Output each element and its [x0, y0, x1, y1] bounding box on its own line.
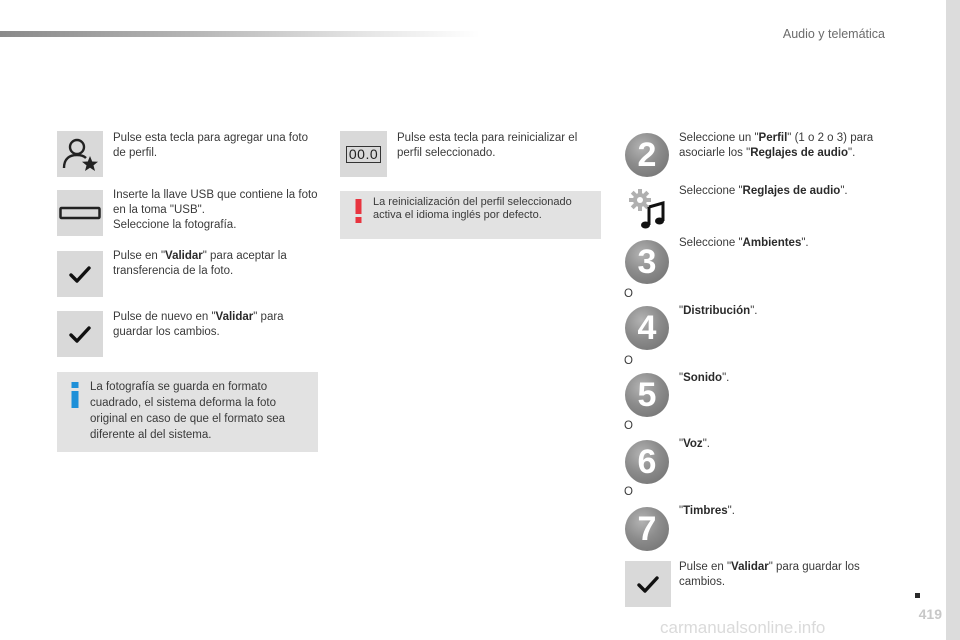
validate-key-1[interactable]	[57, 251, 103, 297]
page-number: 419	[918, 606, 942, 622]
page-edge-strip	[946, 0, 960, 640]
or-separator: O	[624, 420, 633, 432]
text-part: "	[679, 305, 684, 317]
step-number-6: 6	[625, 440, 669, 484]
reset-profile-key[interactable]	[340, 131, 387, 177]
text-part: ".	[847, 147, 856, 159]
text-part: " para guardar los cambios.	[113, 311, 284, 338]
or-separator: O	[624, 355, 633, 367]
usb-slot-icon	[59, 205, 101, 221]
validate-transfer-instruction	[113, 249, 318, 279]
ambience-instruction	[679, 236, 879, 251]
usb-instruction	[113, 188, 323, 233]
info-icon	[70, 382, 80, 408]
reset-key-label: 00.0	[346, 146, 381, 163]
text-part: "	[679, 372, 684, 384]
audio-settings-label: Reglajes de audio	[742, 185, 841, 197]
add-profile-photo-key[interactable]	[57, 131, 103, 177]
text-part: Seleccione "	[679, 185, 743, 197]
usb-key[interactable]	[57, 190, 103, 236]
validate-label: Validar	[731, 561, 769, 573]
sound-option	[679, 371, 879, 386]
step-number-4: 4	[625, 306, 669, 350]
profile-label: Perfil	[758, 132, 788, 144]
text-part: " para guardar los cambios.	[679, 561, 860, 588]
reset-instruction: Pulse esta tecla para reinicializar el perfil seleccionado.	[397, 132, 578, 159]
step-number-7: 7	[625, 507, 669, 551]
page-marker	[915, 593, 920, 598]
info-note	[57, 372, 318, 452]
text-part: ".	[750, 305, 758, 317]
validate-label: Validar	[165, 250, 203, 262]
or-separator: O	[624, 486, 633, 498]
text-part: ".	[722, 372, 730, 384]
or-separator: O	[624, 288, 633, 300]
text-part: " (1 o 2 o 3) para asociarle los "	[679, 132, 874, 159]
checkmark-icon	[69, 325, 91, 343]
audio-settings-instruction	[679, 184, 879, 199]
final-validate-instruction	[679, 560, 884, 590]
step-number-2: 2	[625, 133, 669, 177]
text-part: ".	[727, 505, 735, 517]
step-number-5: 5	[625, 373, 669, 417]
user-star-icon	[60, 134, 100, 174]
checkmark-icon	[637, 575, 659, 593]
text-part: ".	[801, 237, 809, 249]
text-part: "	[679, 438, 684, 450]
sound-label: Sonido	[683, 372, 723, 384]
header-bar	[0, 31, 480, 37]
distribution-option	[679, 304, 879, 319]
text-part: Pulse en "	[679, 561, 732, 573]
checkmark-icon	[69, 265, 91, 283]
voice-label: Voz	[683, 438, 703, 450]
validate-key-2[interactable]	[57, 311, 103, 357]
text-part: ".	[840, 185, 848, 197]
text-part: "	[679, 505, 684, 517]
text-part: ".	[702, 438, 710, 450]
step-number-3: 3	[625, 240, 669, 284]
text-part: Pulse de nuevo en "	[113, 311, 216, 323]
gear-music-icon	[625, 185, 671, 231]
validate-key-3[interactable]	[625, 561, 671, 607]
validate-label: Validar	[215, 311, 254, 323]
ringtones-option	[679, 504, 879, 519]
usb-instruction-line1: Inserte la llave USB que contiene la foto en la toma "USB".	[113, 189, 318, 216]
warning-note	[340, 191, 601, 239]
watermark: carmanualsonline.info	[660, 618, 826, 637]
warning-note-text: La reinicialización del perfil seleccionado activa el idioma inglés por defecto.	[373, 196, 572, 221]
warning-icon	[355, 199, 362, 223]
text-part: " para aceptar la transferencia de la foto.	[113, 250, 287, 277]
info-note-text: La fotografía se guarda en formato cuadrado, el sistema deforma la foto original en caso de que el formato sea diferente al del sistema.	[90, 381, 285, 441]
audio-settings-key[interactable]	[625, 185, 671, 231]
select-profile-instruction	[679, 131, 879, 161]
voice-option	[679, 437, 879, 452]
ambience-label: Ambientes	[742, 237, 802, 249]
audio-settings-label: Reglajes de audio	[750, 147, 848, 159]
distribution-label: Distribución	[683, 305, 751, 317]
ringtones-label: Timbres	[683, 505, 728, 517]
add-photo-instruction: Pulse esta tecla para agregar una foto de perfil.	[113, 132, 308, 159]
section-title: Audio y telemática	[782, 27, 885, 41]
text-part: Seleccione un "	[679, 132, 759, 144]
validate-save-instruction	[113, 310, 318, 340]
text-part: Pulse en "	[113, 250, 166, 262]
text-part: Seleccione "	[679, 237, 743, 249]
usb-instruction-line2: Seleccione la fotografía.	[113, 219, 237, 231]
